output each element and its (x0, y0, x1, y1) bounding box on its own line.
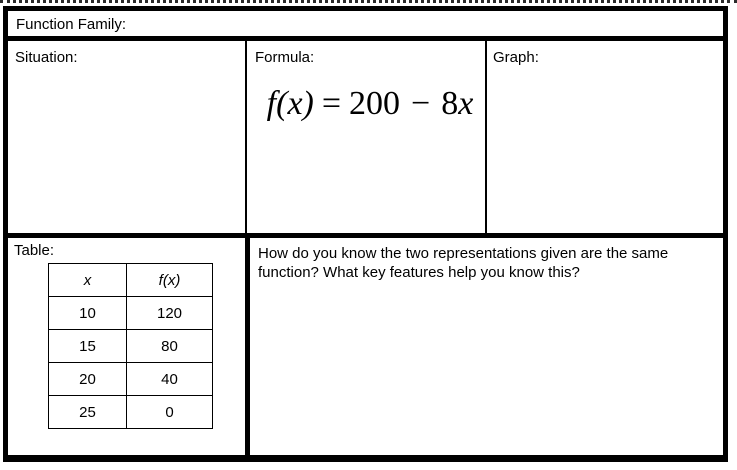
formula-label: Formula: (255, 49, 315, 66)
cell-fx-2: 40 (127, 363, 213, 396)
formula-constant-term: 200 (349, 85, 401, 122)
table-row (49, 363, 213, 396)
values-table (48, 263, 213, 429)
function-family-label: Function Family: (16, 16, 127, 33)
table-label: Table: (14, 242, 55, 259)
question-cell[interactable] (250, 238, 723, 455)
cell-fx-0: 120 (127, 297, 213, 330)
graph-cell[interactable] (487, 41, 723, 233)
situation-label: Situation: (15, 49, 78, 66)
formula-coefficient: 8 (441, 85, 459, 122)
table-row (49, 297, 213, 330)
cell-x-0: 10 (49, 297, 127, 330)
formula-equals-sign: = (321, 85, 342, 122)
formula-minus-sign: − (411, 85, 431, 122)
cell-x-2: 20 (49, 363, 127, 396)
table-row (49, 330, 213, 363)
table-cell[interactable] (8, 238, 250, 455)
cell-x-1: 15 (49, 330, 127, 363)
cell-x-3: 25 (49, 396, 127, 429)
worksheet-table (3, 6, 728, 462)
situation-cell[interactable] (8, 41, 247, 233)
question-text: How do you know the two representations given are the same function? What key features help you know this? (258, 245, 669, 281)
header-fx: f(x) (127, 264, 213, 297)
bottom-row (8, 238, 723, 455)
graph-label: Graph: (493, 49, 539, 66)
middle-row (8, 41, 723, 238)
formula-function-notation: f(x) (266, 85, 314, 122)
formula-cell[interactable] (247, 41, 487, 233)
table-row (49, 396, 213, 429)
page-break-dotted-line (0, 0, 737, 3)
formula-variable: x (458, 85, 474, 122)
cell-fx-1: 80 (127, 330, 213, 363)
formula-expression (255, 82, 485, 126)
table-header-row (49, 264, 213, 297)
function-family-row[interactable] (8, 11, 723, 41)
cell-fx-3: 0 (127, 396, 213, 429)
header-x: x (49, 264, 127, 297)
